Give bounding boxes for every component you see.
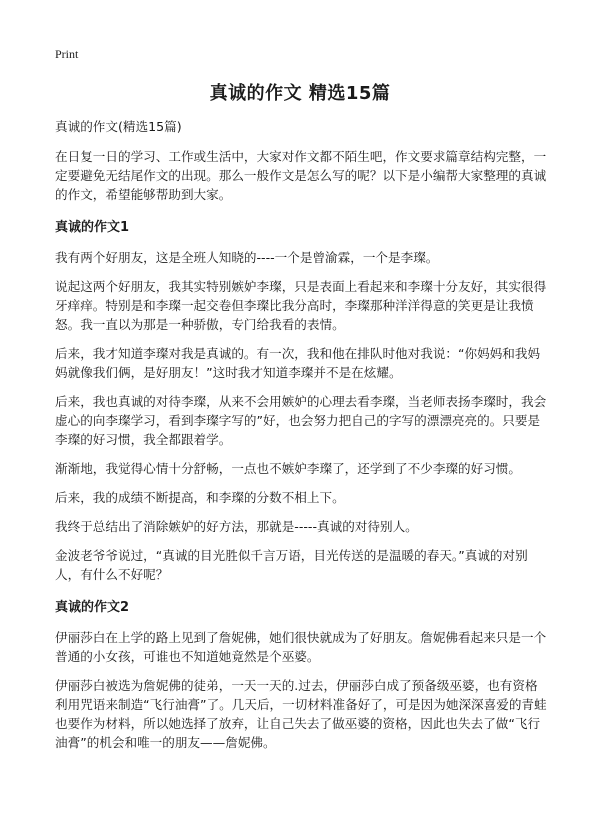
paragraph: 后来，我才知道李璨对我是真诚的。有一次，我和他在排队时他对我说：“你妈妈和我妈妈就像我们俩，是好朋友！”这时我才知道李璨并不是在炫耀。	[55, 346, 541, 380]
paragraph: 后来，我的成绩不断提高，和李璨的分数不相上下。	[55, 490, 345, 505]
print-link[interactable]: Print	[55, 47, 79, 61]
paragraph: 渐渐地，我觉得心情十分舒畅，一点也不嫉妒李璨了，还学到了不少李璨的好习惯。	[55, 461, 521, 476]
paragraph: 后来，我也真诚的对待李璨，从来不会用嫉妒的心理去看李璨，当老师表扬李璨时，我会虚心的向李璨学习，看到李璨字写的”好，也会努力把自己的字写的漂漂亮亮的。只要是李璨的好习惯，我全都跟着学。	[55, 394, 547, 447]
paragraph: 伊丽莎白在上学的路上见到了詹妮佛，她们很快就成为了好朋友。詹妮佛看起来只是一个普通的小女孩，可谁也不知道她竟然是个巫婆。	[55, 630, 547, 664]
paragraph: 我终于总结出了消除嫉妒的好方法，那就是-----真诚的对待别人。	[55, 519, 418, 534]
section-heading: 真诚的作文1	[55, 220, 130, 235]
paragraph: 伊丽莎白被选为詹妮佛的徒弟，一天一天的.过去，伊丽莎白成了预备级巫婆，也有资格利用咒语来制造“飞行油膏”了。几天后，一切材料准备好了，可是因为她深深喜爱的青蛙也要作为材料，所以她选择了放弃，让自己失去了做巫婆的资格，因此也失去了做“飞行油膏”的机会和唯一的朋友——詹妮佛。	[55, 678, 547, 750]
intro-paragraph: 在日复一日的学习、工作或生活中，大家对作文都不陌生吧，作文要求篇章结构完整，一定要避免无结尾作文的出现。那么一般作文是怎么写的呢？以下是小编帮大家整理的真诚的作文，希望能够帮助到大家。	[55, 149, 547, 202]
page-title: 真诚的作文 精选15篇	[209, 83, 391, 104]
paragraph: 说起这两个好朋友，我其实特别嫉妒李璨，只是表面上看起来和李璨十分友好，其实很得牙痒痒。特别是和李璨一起交卷但李璨比我分高时，李璨那种洋洋得意的笑更是让我愤怒。我一直以为那是一种骄傲，专门给我看的表情。	[55, 279, 547, 332]
paragraph: 我有两个好朋友，这是全班人知晓的----一个是曾渝霖，一个是李璨。	[55, 250, 439, 265]
article-subtitle: 真诚的作文(精选15篇)	[55, 119, 182, 134]
article-body	[55, 117, 550, 762]
section-heading: 真诚的作文2	[55, 600, 130, 615]
paragraph: 金波老爷爷说过，“真诚的目光胜似千言万语，目光传送的是温暖的春天。”真诚的对别人，有什么不好呢？	[55, 548, 528, 582]
